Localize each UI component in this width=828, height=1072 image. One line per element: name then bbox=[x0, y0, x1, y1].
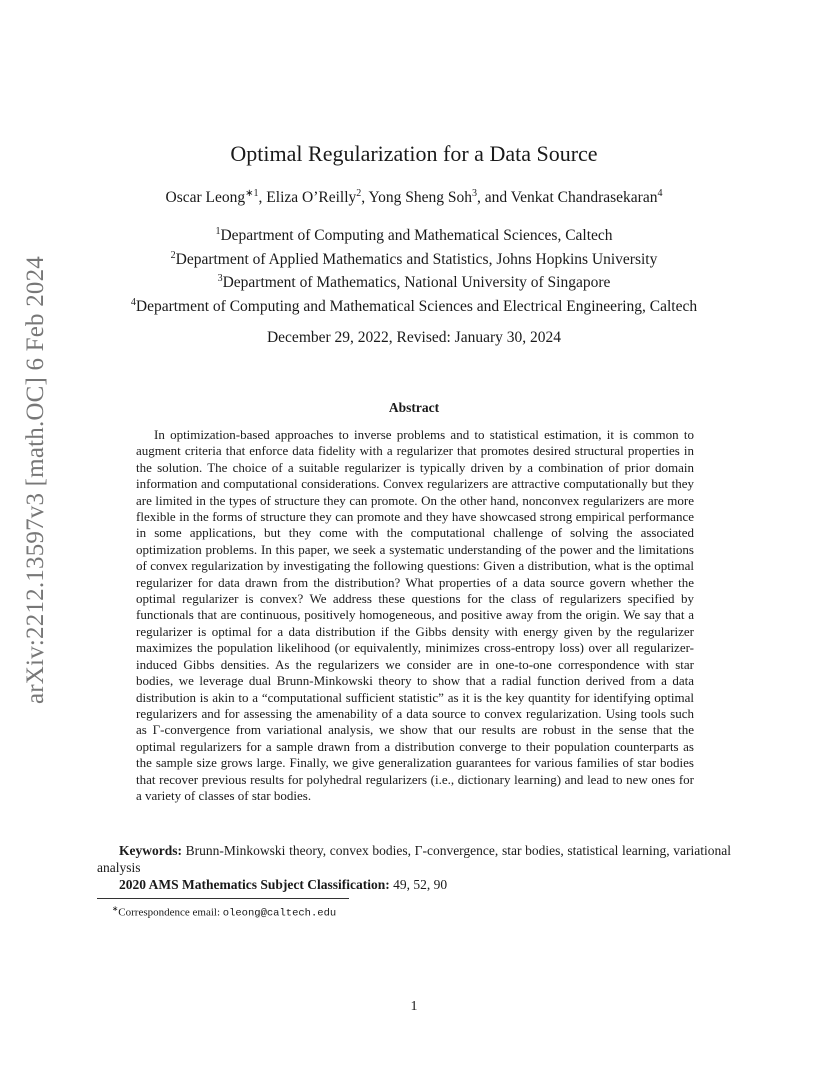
arxiv-identifier: arXiv:2212.13597v3 [math.OC] 6 Feb 2024 bbox=[22, 255, 50, 705]
affiliation-text: Department of Computing and Mathematical Sciences, Caltech bbox=[220, 227, 613, 245]
footnote-mark: ∗ bbox=[112, 904, 119, 913]
publication-date: December 29, 2022, Revised: January 30, 2024 bbox=[266, 329, 561, 346]
affiliation bbox=[80, 269, 748, 293]
author-name: Venkat Chandrasekaran bbox=[510, 189, 658, 207]
author-mark: 3 bbox=[471, 188, 477, 199]
affiliation-mark: 4 bbox=[130, 296, 136, 308]
footnote bbox=[112, 904, 712, 920]
msc-codes: 49, 52, 90 bbox=[393, 877, 448, 892]
abstract-heading: Abstract bbox=[388, 400, 440, 415]
affiliation bbox=[80, 246, 748, 270]
author-separator: , and bbox=[476, 189, 511, 207]
msc-line bbox=[119, 877, 719, 893]
correspondence-email: oleong@caltech.edu bbox=[222, 907, 337, 920]
affiliation-mark: 3 bbox=[217, 273, 223, 285]
affiliation bbox=[80, 293, 748, 317]
author-mark: 2 bbox=[356, 188, 362, 199]
keywords-text: Brunn-Minkowski theory, convex bodies, Γ-convergence, star bodies, statistical learning, variational analysis bbox=[97, 843, 732, 875]
author-list bbox=[90, 188, 738, 207]
author-mark: 4 bbox=[657, 188, 663, 199]
author-separator: , bbox=[258, 189, 267, 207]
author-name: Yong Sheng Soh bbox=[368, 189, 472, 207]
affiliation-list bbox=[80, 222, 748, 317]
page-number: 1 bbox=[410, 999, 418, 1014]
author-separator: , bbox=[361, 189, 369, 207]
arxiv-sidebar-stamp bbox=[22, 255, 50, 705]
footnote-label: Correspondence email: bbox=[118, 906, 221, 919]
author-name: Eliza O’Reilly bbox=[266, 189, 357, 207]
affiliation bbox=[80, 222, 748, 246]
keywords-line bbox=[97, 843, 731, 876]
author-mark: ∗1 bbox=[245, 188, 259, 199]
affiliation-mark: 2 bbox=[170, 249, 176, 261]
affiliation-text: Department of Mathematics, National University of Singapore bbox=[222, 274, 611, 292]
affiliation-text: Department of Computing and Mathematical Sciences and Electrical Engineering, Caltech bbox=[135, 298, 698, 316]
affiliation-mark: 1 bbox=[215, 226, 221, 237]
keywords-label: Keywords: bbox=[119, 843, 182, 858]
msc-label: 2020 AMS Mathematics Subject Classification: bbox=[119, 877, 390, 892]
footnote-divider bbox=[97, 898, 349, 899]
abstract-body: In optimization-based approaches to inverse problems and to statistical estimation, it is common to augment criteria that enforce data fidelity with a regularizer that promotes desired structural properties in the solution. The choice of a suitable regularizer is typically driven by a combination of prior domain information and computational considerations. Convex regularizers are attractive computationally but they are limited in the types of structure they can promote. On the other hand, nonconvex regularizers are more flexible in the forms of structure they can promote and they have showcased strong empirical performance in some applications, but they come with the computational challenge of solving the associated optimization problems. In this paper, we seek a systematic understanding of the power and the limitations of convex regularization by investigating the following questions: Given a distribution, what is the optimal regularizer for data drawn from the distribution? What properties of a data source govern whether the optimal regularizer is convex? We address these questions for the class of regularizers specified by functionals that are continuous, positively homogeneous, and positive away from the origin. We say that a regularizer is optimal for a data distribution if the Gibbs density with energy given by the regularizer maximizes the population likelihood (or equivalently, minimizes cross-entropy loss) over all regularizer-induced Gibbs densities. As the regularizers we consider are in one-to-one correspondence with star bodies, we leverage dual Brunn-Minkowski theory to show that a radial function derived from a data distribution is akin to a “computational sufficient statistic” as it is the key quantity for identifying optimal regularizers and for assessing the amenability of a data source to convex regularization. Using tools such as Γ-convergence from variational analysis, we show that our results are robust in the sense that the optimal regularizers for a sample drawn from a distribution converge to their population counterparts as the sample size grows large. Finally, we give generalization guarantees for various families of star bodies that recover previous results for polyhedral regularizers (i.e., dictionary learning) and lead to new ones for a variety of classes of star bodies. bbox=[136, 427, 694, 803]
affiliation-text: Department of Applied Mathematics and Statistics, Johns Hopkins University bbox=[175, 250, 658, 268]
author-name: Oscar Leong bbox=[165, 189, 246, 207]
paper-title: Optimal Regularization for a Data Source bbox=[230, 141, 598, 166]
